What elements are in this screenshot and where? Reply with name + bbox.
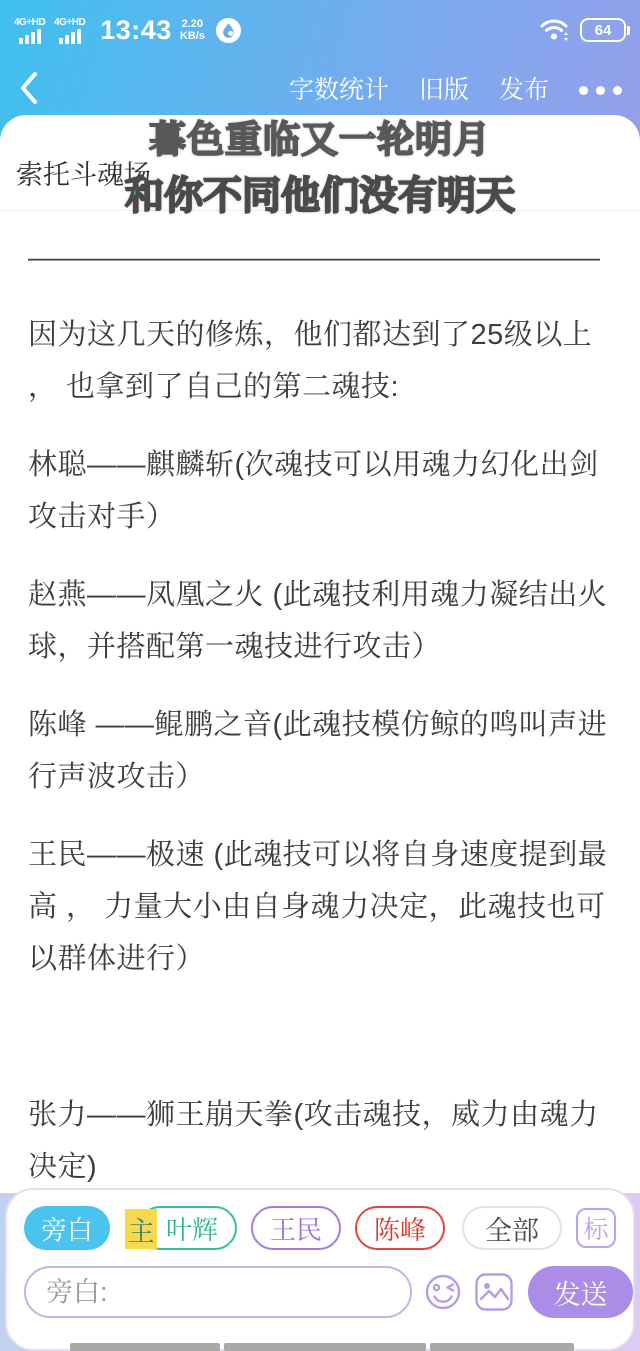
old-version-button[interactable]: 旧版 [418,76,469,104]
body-paragraph: 赵燕——凤凰之火 (此魂技利用魂力凝结出火球，并搭配第一魂技进行攻击） [28,579,608,663]
main-character-name: 叶辉 [166,1214,219,1245]
signal-bars-icon [59,29,81,44]
clock: 13:43 [100,14,172,45]
character-tag-row [24,1206,616,1250]
wifi-icon [539,17,571,43]
system-nav-bar-center[interactable] [224,1343,426,1351]
body-paragraph: 林聪——麒麟斩(次魂技可以用魂力幻化出剑攻击对手） [28,449,599,533]
back-chevron-icon [18,70,40,106]
status-bar [0,6,640,54]
network-type-label: 4G+HD [54,16,86,28]
content-card [0,115,640,1193]
body-paragraph: 张力——狮王崩天拳(攻击魂技，威力由魂力决定) [28,1099,599,1183]
system-nav-bar-right[interactable] [430,1343,574,1351]
character-tag-scroll[interactable] [24,1206,450,1250]
nav-bar [0,60,640,116]
tag-wangmin[interactable]: 王民 [251,1206,341,1250]
signal-bars-icon [19,29,41,44]
more-menu-button[interactable] [579,82,622,95]
body-paragraph: —————————————————————— [28,242,600,272]
lyric-line-1: 暮色重临又一轮明月 [149,119,491,160]
battery-indicator [580,18,626,42]
network-type-label: 4G+HD [14,16,46,28]
main-character-badge: 主 [125,1209,157,1249]
chapter-title-input[interactable]: 索托斗魂场 [16,160,151,190]
system-nav-bar-left[interactable] [70,1343,220,1351]
signal-indicator-sim1 [14,17,45,44]
tag-all-button[interactable]: 全部 [462,1206,562,1250]
tag-narrator[interactable]: 旁白 [24,1206,110,1250]
battery-level: 64 [594,21,612,39]
message-input[interactable] [24,1266,412,1318]
tag-chenfeng[interactable]: 陈峰 [355,1206,445,1250]
lyric-unsung-text: 天 [476,175,516,218]
signal-indicator-sim2 [54,17,85,44]
word-count-button[interactable]: 字数统计 [288,76,389,104]
speed-value: 2.20 [181,18,204,30]
emoji-smiley-icon [424,1273,462,1311]
publish-button[interactable]: 发布 [498,76,549,104]
body-paragraph: 王民——极速 (此魂技可以将自身速度提到最高 ， 力量大小由自身魂力决定，此魂技也可以群体进行） [28,839,608,975]
body-paragraph: 陈峰 ——鲲鹏之音(此魂技模仿鲸的鸣叫声进行声波攻击） [28,709,608,793]
data-drop-icon [215,17,242,44]
image-icon [474,1272,514,1312]
body-paragraph [28,1011,612,1063]
network-speed [180,18,205,42]
tag-main-character[interactable] [127,1206,237,1250]
character-tag-fixed [462,1206,616,1250]
image-button[interactable] [474,1272,514,1312]
composer-row [24,1266,616,1318]
back-button[interactable] [18,68,54,108]
chapter-editor[interactable] [0,211,640,1193]
send-button[interactable]: 发送 [528,1266,633,1318]
body-paragraph: 因为这几天的修炼，他们都达到了25级以上 ， 也拿到了自己的第二魂技: [28,319,593,403]
speed-unit: KB/s [179,30,205,42]
lyric-sung-text: 和你不同他们没有明 [124,175,476,218]
composer-panel [5,1188,635,1351]
tag-label-button[interactable]: 标 [576,1208,616,1248]
emoji-button[interactable] [424,1273,462,1311]
